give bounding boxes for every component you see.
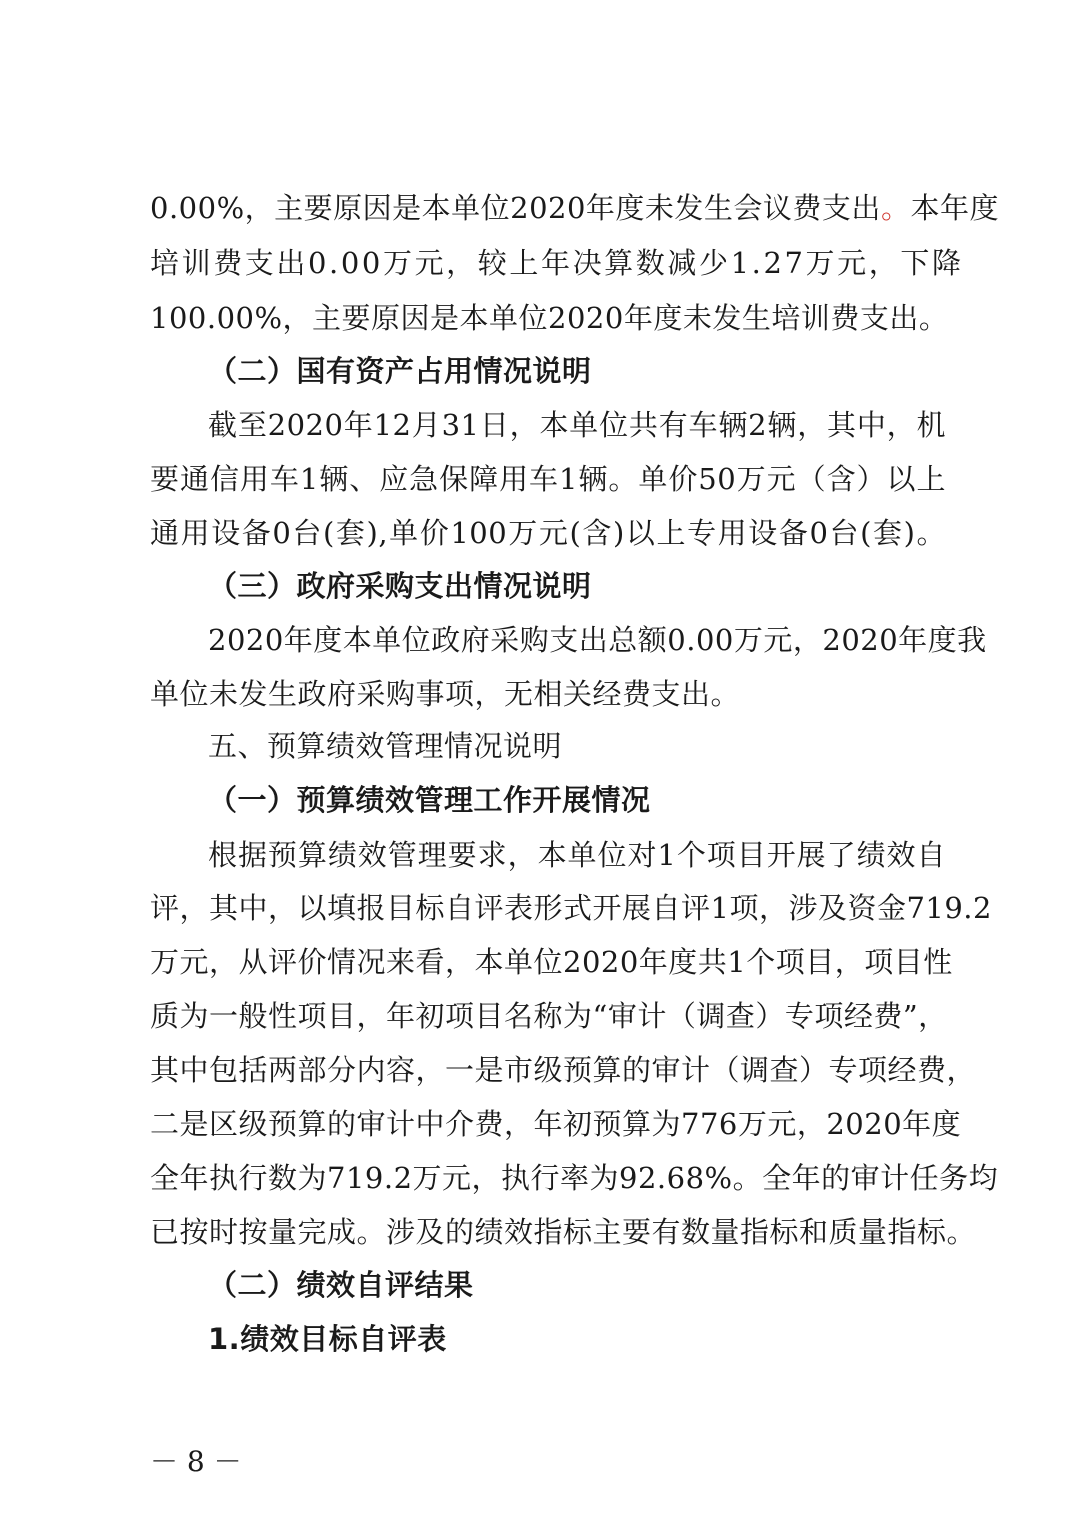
section-heading-procurement: （三）政府采购支出情况说明 bbox=[208, 569, 592, 603]
text-segment: 本年度 bbox=[910, 191, 999, 225]
chapter-heading: 五、预算绩效管理情况说明 bbox=[208, 729, 563, 763]
paragraph-line: 根据预算绩效管理要求，本单位对1个项目开展了绩效自 bbox=[208, 838, 946, 872]
section-heading-performance: （一）预算绩效管理工作开展情况 bbox=[208, 783, 651, 817]
page-number: － 8 － bbox=[150, 1445, 242, 1478]
paragraph-line: 已按时按量完成。涉及的绩效指标主要有数量指标和质量指标。 bbox=[150, 1215, 977, 1249]
red-punctuation-mark: 。 bbox=[880, 191, 911, 225]
paragraph-line: 100.00%，主要原因是本单位2020年度未发生培训费支出。 bbox=[150, 301, 949, 335]
section-heading-results: （二）绩效自评结果 bbox=[208, 1268, 474, 1302]
section-heading-assets: （二）国有资产占用情况说明 bbox=[208, 354, 592, 388]
paragraph-line: 二是区级预算的审计中介费，年初预算为776万元，2020年度 bbox=[150, 1107, 962, 1141]
paragraph-line: 通用设备0台(套),单价100万元(含)以上专用设备0台(套)。 bbox=[150, 516, 946, 550]
paragraph-line bbox=[150, 188, 999, 228]
paragraph-line: 要通信用车1辆、应急保障用车1辆。单价50万元（含）以上 bbox=[150, 462, 946, 496]
paragraph-line: 全年执行数为719.2万元，执行率为92.68%。全年的审计任务均 bbox=[150, 1161, 999, 1195]
paragraph-line: 质为一般性项目，年初项目名称为“审计（调查）专项经费”， bbox=[150, 999, 948, 1033]
paragraph-line: 评，其中，以填报目标自评表形式开展自评1项，涉及资金719.2 bbox=[150, 891, 992, 925]
subheading-self-evaluation-table: 1.绩效目标自评表 bbox=[208, 1322, 447, 1356]
paragraph-line: 其中包括两部分内容，一是市级预算的审计（调查）专项经费， bbox=[150, 1053, 977, 1087]
paragraph-line: 截至2020年12月31日，本单位共有车辆2辆，其中，机 bbox=[208, 408, 946, 442]
text-segment: 0.00%，主要原因是本单位2020年度未发生会议费支出 bbox=[150, 191, 881, 225]
paragraph-line: 2020年度本单位政府采购支出总额0.00万元，2020年度我 bbox=[208, 623, 987, 657]
paragraph-line: 培训费支出0.00万元，较上年决算数减少1.27万元，下降 bbox=[150, 246, 964, 280]
paragraph-line: 万元，从评价情况来看，本单位2020年度共1个项目，项目性 bbox=[150, 945, 953, 979]
paragraph-line: 单位未发生政府采购事项，无相关经费支出。 bbox=[150, 677, 741, 711]
